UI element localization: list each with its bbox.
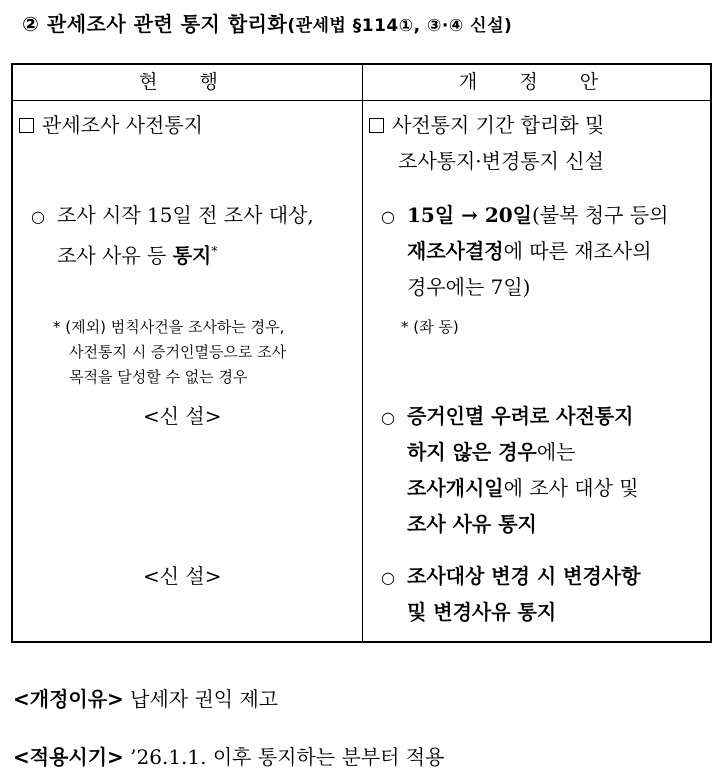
checkbox-square-icon bbox=[19, 118, 34, 133]
application-date bbox=[13, 741, 444, 770]
title-subtitle: (관세법 §114①, ③·④ 신설) bbox=[287, 16, 513, 36]
right-footnote: * (좌 동) bbox=[401, 318, 459, 336]
column-divider bbox=[362, 65, 363, 641]
right-item2-line4: 조사 사유 통지 bbox=[407, 512, 537, 536]
left-new-provision-1: <신 설> bbox=[143, 404, 222, 428]
page-title: ② 관세조사 관련 통지 합리화(관세법 §114①, ③·④ 신설) bbox=[22, 12, 513, 36]
right-item2-line3: 조사개시일에 조사 대상 및 bbox=[407, 476, 639, 500]
left-footnote-line1: * (제외) 범칙사건을 조사하는 경우, bbox=[53, 318, 285, 336]
left-section-heading: 관세조사 사전통지 bbox=[19, 107, 203, 143]
right-item1-line1: ○ 15일 → 20일(불복 청구 등의 bbox=[381, 197, 668, 235]
revision-reason-text: 납세자 권익 제고 bbox=[130, 687, 279, 711]
header-revised: 개 정 안 bbox=[458, 71, 617, 93]
left-footnote-line3: 목적을 달성할 수 없는 경우 bbox=[69, 368, 248, 386]
application-date-text: ’26.1.1. 이후 통지하는 분부터 적용 bbox=[130, 745, 445, 769]
right-section-line1: 사전통지 기간 합리화 및 bbox=[369, 107, 604, 143]
right-item1-line3: 경우에는 7일) bbox=[407, 275, 531, 299]
checkbox-square-icon bbox=[369, 118, 384, 133]
circle-bullet-icon: ○ bbox=[381, 408, 395, 427]
revision-reason bbox=[13, 683, 278, 712]
revision-reason-label: <개정이유> bbox=[13, 687, 124, 711]
circle-bullet-icon: ○ bbox=[31, 207, 45, 226]
right-item3-line2: 및 변경사유 통지 bbox=[407, 600, 557, 624]
left-footnote-line2: 사전통지 시 증거인멸등으로 조사 bbox=[69, 343, 287, 361]
header-current: 현 행 bbox=[139, 71, 236, 93]
right-item2-line1: ○ 증거인멸 우려로 사전통지 bbox=[381, 398, 633, 436]
circle-bullet-icon: ○ bbox=[381, 207, 395, 226]
right-section-line2: 조사통지·변경통지 신설 bbox=[398, 149, 604, 173]
left-item1-line1: ○ 조사 시작 15일 전 조사 대상, bbox=[31, 197, 314, 235]
left-item1-line2: 조사 사유 등 통지* bbox=[57, 243, 218, 268]
right-item3-line1: ○ 조사대상 변경 시 변경사항 bbox=[381, 558, 640, 596]
left-new-provision-2: <신 설> bbox=[143, 564, 222, 588]
right-item1-line2: 재조사결정에 따른 재조사의 bbox=[407, 239, 652, 263]
circle-bullet-icon: ○ bbox=[381, 568, 395, 587]
right-item2-line2: 하지 않은 경우에는 bbox=[407, 440, 576, 464]
application-date-label: <적용시기> bbox=[13, 745, 124, 769]
comparison-table bbox=[11, 63, 712, 643]
